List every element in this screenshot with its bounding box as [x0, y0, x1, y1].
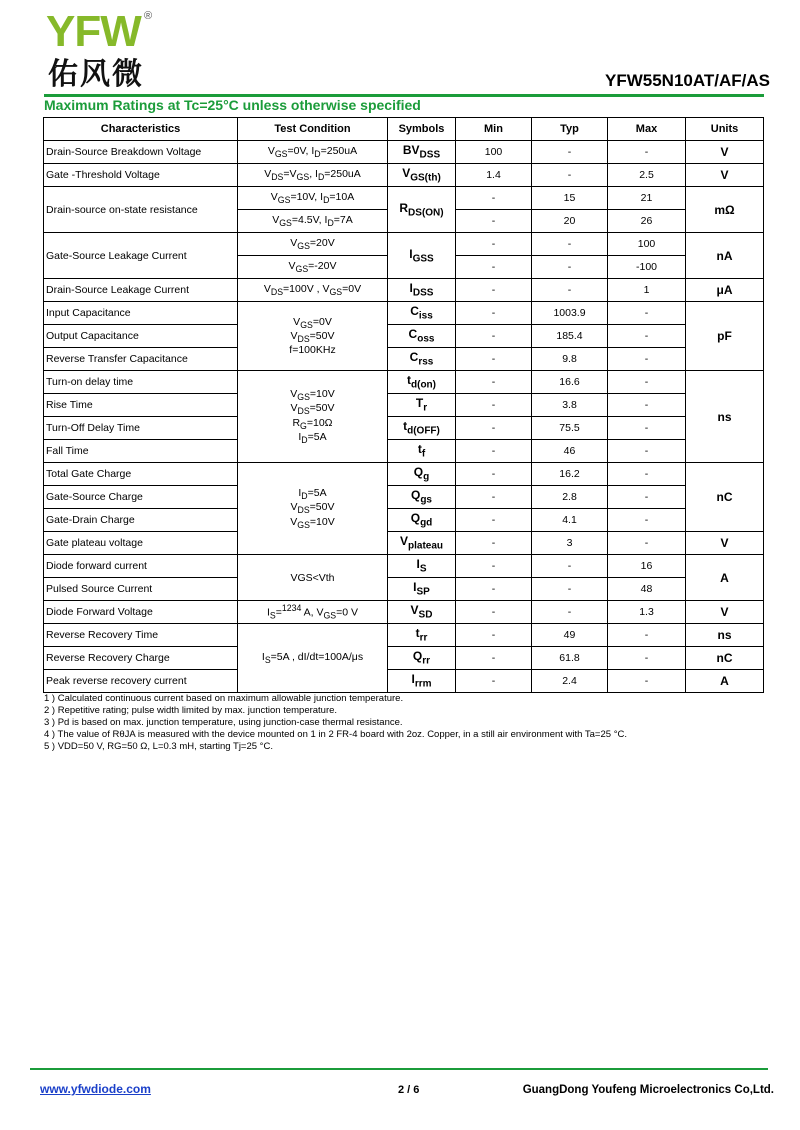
- cell-condition: $V_{DS}=100V$ , $V_{GS}=0V$: [238, 279, 388, 302]
- header-typ: Typ: [532, 118, 608, 141]
- section-title: Maximum Ratings at Tc=25°C unless otherwise specified: [44, 97, 421, 113]
- cell-min: -: [456, 509, 532, 532]
- cell-max: 2.5: [608, 164, 686, 187]
- cell-characteristic: Rise Time: [44, 394, 238, 417]
- cell-typ: 2.8: [532, 486, 608, 509]
- cell-unit: nC: [686, 463, 764, 532]
- cell-max: 16: [608, 555, 686, 578]
- cell-min: -: [456, 440, 532, 463]
- cell-min: -: [456, 187, 532, 210]
- cell-min: -: [456, 555, 532, 578]
- cell-unit: nC: [686, 647, 764, 670]
- header-units: Units: [686, 118, 764, 141]
- cell-characteristic: Drain-Source Breakdown Voltage: [44, 141, 238, 164]
- table-row: [44, 417, 764, 440]
- table-row: [44, 601, 764, 624]
- cell-typ: 61.8: [532, 647, 608, 670]
- cell-min: -: [456, 624, 532, 647]
- header-test-condition: Test Condition: [238, 118, 388, 141]
- cell-symbol: $C_{rss}$: [388, 348, 456, 371]
- cell-condition: $V_{GS}=20V$: [238, 233, 388, 256]
- cell-min: -: [456, 302, 532, 325]
- website-link[interactable]: www.yfwdiode.com: [40, 1082, 151, 1096]
- cell-typ: 16.6: [532, 371, 608, 394]
- cell-typ: 2.4: [532, 670, 608, 693]
- part-number: YFW55N10AT/AF/AS: [605, 71, 770, 90]
- cell-min: -: [456, 210, 532, 233]
- cell-max: -: [608, 670, 686, 693]
- footnote: 2 ) Repetitive rating; pulse width limited by max. junction temperature.: [44, 705, 338, 716]
- cell-max: 1.3: [608, 601, 686, 624]
- cell-symbol: $V_{GS(th)}$: [388, 164, 456, 187]
- footnotes: [44, 693, 627, 753]
- cell-min: -: [456, 279, 532, 302]
- cell-symbol: $I_{rrm}$: [388, 670, 456, 693]
- company-name: GuangDong Youfeng Microelectronics Co,Ltd.: [522, 1084, 774, 1096]
- cell-characteristic: Reverse Transfer Capacitance: [44, 348, 238, 371]
- cell-characteristic: Total Gate Charge: [44, 463, 238, 486]
- cell-symbol: $BV_{DSS}$: [388, 141, 456, 164]
- cell-characteristic: Input Capacitance: [44, 302, 238, 325]
- cell-max: -: [608, 647, 686, 670]
- cell-min: -: [456, 233, 532, 256]
- cell-min: -: [456, 348, 532, 371]
- table-row: [44, 141, 764, 164]
- table-row: [44, 647, 764, 670]
- cell-typ: -: [532, 555, 608, 578]
- cell-characteristic: Gate-Source Charge: [44, 486, 238, 509]
- table-row: [44, 233, 764, 256]
- cell-unit: V: [686, 601, 764, 624]
- cell-condition: $I_D=5A$ $V_{DS}=50V$ $V_{GS}=10V$: [238, 463, 388, 555]
- cell-characteristic: Turn-on delay time: [44, 371, 238, 394]
- cell-min: 1.4: [456, 164, 532, 187]
- cell-characteristic: Peak reverse recovery current: [44, 670, 238, 693]
- cell-unit: V: [686, 164, 764, 187]
- cell-min: -: [456, 394, 532, 417]
- cell-typ: 20: [532, 210, 608, 233]
- footnote: 3 ) Pd is based on max. junction temperature, using junction-case thermal resistance.: [44, 717, 403, 728]
- cell-max: -: [608, 348, 686, 371]
- cell-unit: pF: [686, 302, 764, 371]
- cell-max: -: [608, 417, 686, 440]
- cell-unit: nA: [686, 233, 764, 279]
- cell-characteristic: Diode forward current: [44, 555, 238, 578]
- table-row: [44, 532, 764, 555]
- cell-max: 21: [608, 187, 686, 210]
- cell-condition: $V_{GS}=10V$ $V_{DS}=50V$ $R_G=10\Omega$ $I_D=5A$: [238, 371, 388, 463]
- cell-characteristic: Pulsed Source Current: [44, 578, 238, 601]
- cell-condition: VGS<Vth: [238, 555, 388, 601]
- cell-typ: 49: [532, 624, 608, 647]
- cell-unit: A: [686, 555, 764, 601]
- cell-unit: ns: [686, 624, 764, 647]
- cell-max: -: [608, 325, 686, 348]
- cell-symbol: $V_{plateau}$: [388, 532, 456, 555]
- table-row: [44, 187, 764, 210]
- cell-max: -: [608, 486, 686, 509]
- cell-characteristic: Drain-Source Leakage Current: [44, 279, 238, 302]
- cell-symbol: $t_{rr}$: [388, 624, 456, 647]
- cell-characteristic: Drain-source on-state resistance: [44, 187, 238, 233]
- cell-max: -: [608, 624, 686, 647]
- ratings-table: [43, 117, 764, 693]
- cell-typ: 1003.9: [532, 302, 608, 325]
- footnote: 4 ) The value of RθJA is measured with the device mounted on 1 in 2 FR-4 board with 2oz. Copper, in a still air environment with Ta=25 °C.: [44, 729, 627, 740]
- cell-typ: -: [532, 233, 608, 256]
- registered-mark: ®: [144, 10, 153, 22]
- cell-max: -: [608, 141, 686, 164]
- cell-max: -: [608, 440, 686, 463]
- cell-min: -: [456, 578, 532, 601]
- table-row: [44, 325, 764, 348]
- cell-symbol: $C_{oss}$: [388, 325, 456, 348]
- table-row: [44, 509, 764, 532]
- cell-min: -: [456, 532, 532, 555]
- cell-typ: -: [532, 279, 608, 302]
- footnote: 5 ) VDD=50 V, RG=50 Ω, L=0.3 mH, starting Tj=25 °C.: [44, 741, 273, 752]
- cell-characteristic: Gate-Source Leakage Current: [44, 233, 238, 279]
- cell-min: 100: [456, 141, 532, 164]
- cell-min: -: [456, 417, 532, 440]
- cell-condition: $V_{GS}=10V$, $I_D=10A$: [238, 187, 388, 210]
- cell-characteristic: Fall Time: [44, 440, 238, 463]
- cell-max: 100: [608, 233, 686, 256]
- cell-unit: μA: [686, 279, 764, 302]
- cell-min: -: [456, 256, 532, 279]
- cell-characteristic: Output Capacitance: [44, 325, 238, 348]
- cell-max: 1: [608, 279, 686, 302]
- header-min: Min: [456, 118, 532, 141]
- cell-min: -: [456, 647, 532, 670]
- company-logo: [46, 7, 166, 94]
- logo-mark: YFW: [46, 7, 141, 56]
- cell-characteristic: Reverse Recovery Charge: [44, 647, 238, 670]
- cell-symbol: $t_{d(OFF)}$: [388, 417, 456, 440]
- cell-typ: 4.1: [532, 509, 608, 532]
- cell-typ: 185.4: [532, 325, 608, 348]
- cell-condition: $I_S=5A$ , dI/dt=100A/μs: [238, 624, 388, 693]
- table-row: [44, 302, 764, 325]
- cell-max: -: [608, 302, 686, 325]
- cell-condition: $V_{GS}=4.5V$, $I_D=7A$: [238, 210, 388, 233]
- cell-symbol: $t_{d(on)}$: [388, 371, 456, 394]
- cell-typ: -: [532, 164, 608, 187]
- cell-typ: 9.8: [532, 348, 608, 371]
- cell-min: -: [456, 463, 532, 486]
- cell-condition: $V_{GS}=0V$ $V_{DS}=50V$ f=100KHz: [238, 302, 388, 371]
- cell-unit: ns: [686, 371, 764, 463]
- cell-unit: A: [686, 670, 764, 693]
- cell-min: -: [456, 670, 532, 693]
- cell-condition: $I_S=^{1234}$ A, $V_{GS}=0$ V: [238, 601, 388, 624]
- cell-typ: -: [532, 578, 608, 601]
- table-row: [44, 463, 764, 486]
- footer-divider: [30, 1068, 768, 1070]
- cell-min: -: [456, 371, 532, 394]
- cell-typ: 3: [532, 532, 608, 555]
- cell-characteristic: Gate plateau voltage: [44, 532, 238, 555]
- header-symbols: Symbols: [388, 118, 456, 141]
- cell-characteristic: Diode Forward Voltage: [44, 601, 238, 624]
- cell-max: -100: [608, 256, 686, 279]
- table-row: [44, 555, 764, 578]
- cell-symbol: $Q_{rr}$: [388, 647, 456, 670]
- page-number: 2 / 6: [398, 1084, 420, 1096]
- cell-characteristic: Gate-Drain Charge: [44, 509, 238, 532]
- cell-typ: 46: [532, 440, 608, 463]
- cell-characteristic: Reverse Recovery Time: [44, 624, 238, 647]
- cell-characteristic: Turn-Off Delay Time: [44, 417, 238, 440]
- cell-unit: mΩ: [686, 187, 764, 233]
- table-row: [44, 348, 764, 371]
- table-row: [44, 440, 764, 463]
- cell-symbol: $R_{DS(ON)}$: [388, 187, 456, 233]
- cell-condition: $V_{GS}=0V$, $I_D=250uA$: [238, 141, 388, 164]
- cell-unit: V: [686, 141, 764, 164]
- cell-symbol: $I_{DSS}$: [388, 279, 456, 302]
- table-row: [44, 486, 764, 509]
- cell-typ: 3.8: [532, 394, 608, 417]
- cell-symbol: $I_{GSS}$: [388, 233, 456, 279]
- cell-max: -: [608, 371, 686, 394]
- cell-max: -: [608, 463, 686, 486]
- cell-condition: $V_{DS}=V_{GS}$, $I_D=250uA$: [238, 164, 388, 187]
- header-max: Max: [608, 118, 686, 141]
- table-row: [44, 578, 764, 601]
- cell-max: 26: [608, 210, 686, 233]
- cell-symbol: $I_{SP}$: [388, 578, 456, 601]
- cell-symbol: $V_{SD}$: [388, 601, 456, 624]
- logo-chinese-name: 佑风微: [48, 57, 144, 92]
- cell-unit: V: [686, 532, 764, 555]
- cell-symbol: $I_S$: [388, 555, 456, 578]
- cell-typ: 15: [532, 187, 608, 210]
- cell-characteristic: Gate -Threshold Voltage: [44, 164, 238, 187]
- cell-symbol: $Q_{gd}$: [388, 509, 456, 532]
- table-row: [44, 624, 764, 647]
- cell-min: -: [456, 486, 532, 509]
- header-characteristics: Characteristics: [44, 118, 238, 141]
- cell-typ: 16.2: [532, 463, 608, 486]
- cell-condition: $V_{GS}=-20V$: [238, 256, 388, 279]
- table-header-row: [44, 118, 764, 141]
- cell-max: -: [608, 394, 686, 417]
- cell-max: 48: [608, 578, 686, 601]
- footnote: 1 ) Calculated continuous current based on maximum allowable junction temperature.: [44, 693, 404, 704]
- cell-typ: -: [532, 141, 608, 164]
- cell-symbol: $C_{iss}$: [388, 302, 456, 325]
- cell-typ: -: [532, 601, 608, 624]
- cell-symbol: $Q_g$: [388, 463, 456, 486]
- cell-typ: -: [532, 256, 608, 279]
- table-row: [44, 670, 764, 693]
- cell-max: -: [608, 509, 686, 532]
- table-row: [44, 279, 764, 302]
- table-row: [44, 394, 764, 417]
- cell-symbol: $Q_{gs}$: [388, 486, 456, 509]
- cell-symbol: $T_r$: [388, 394, 456, 417]
- table-row: [44, 371, 764, 394]
- cell-min: -: [456, 601, 532, 624]
- cell-max: -: [608, 532, 686, 555]
- cell-typ: 75.5: [532, 417, 608, 440]
- cell-symbol: $t_f$: [388, 440, 456, 463]
- table-row: [44, 164, 764, 187]
- cell-min: -: [456, 325, 532, 348]
